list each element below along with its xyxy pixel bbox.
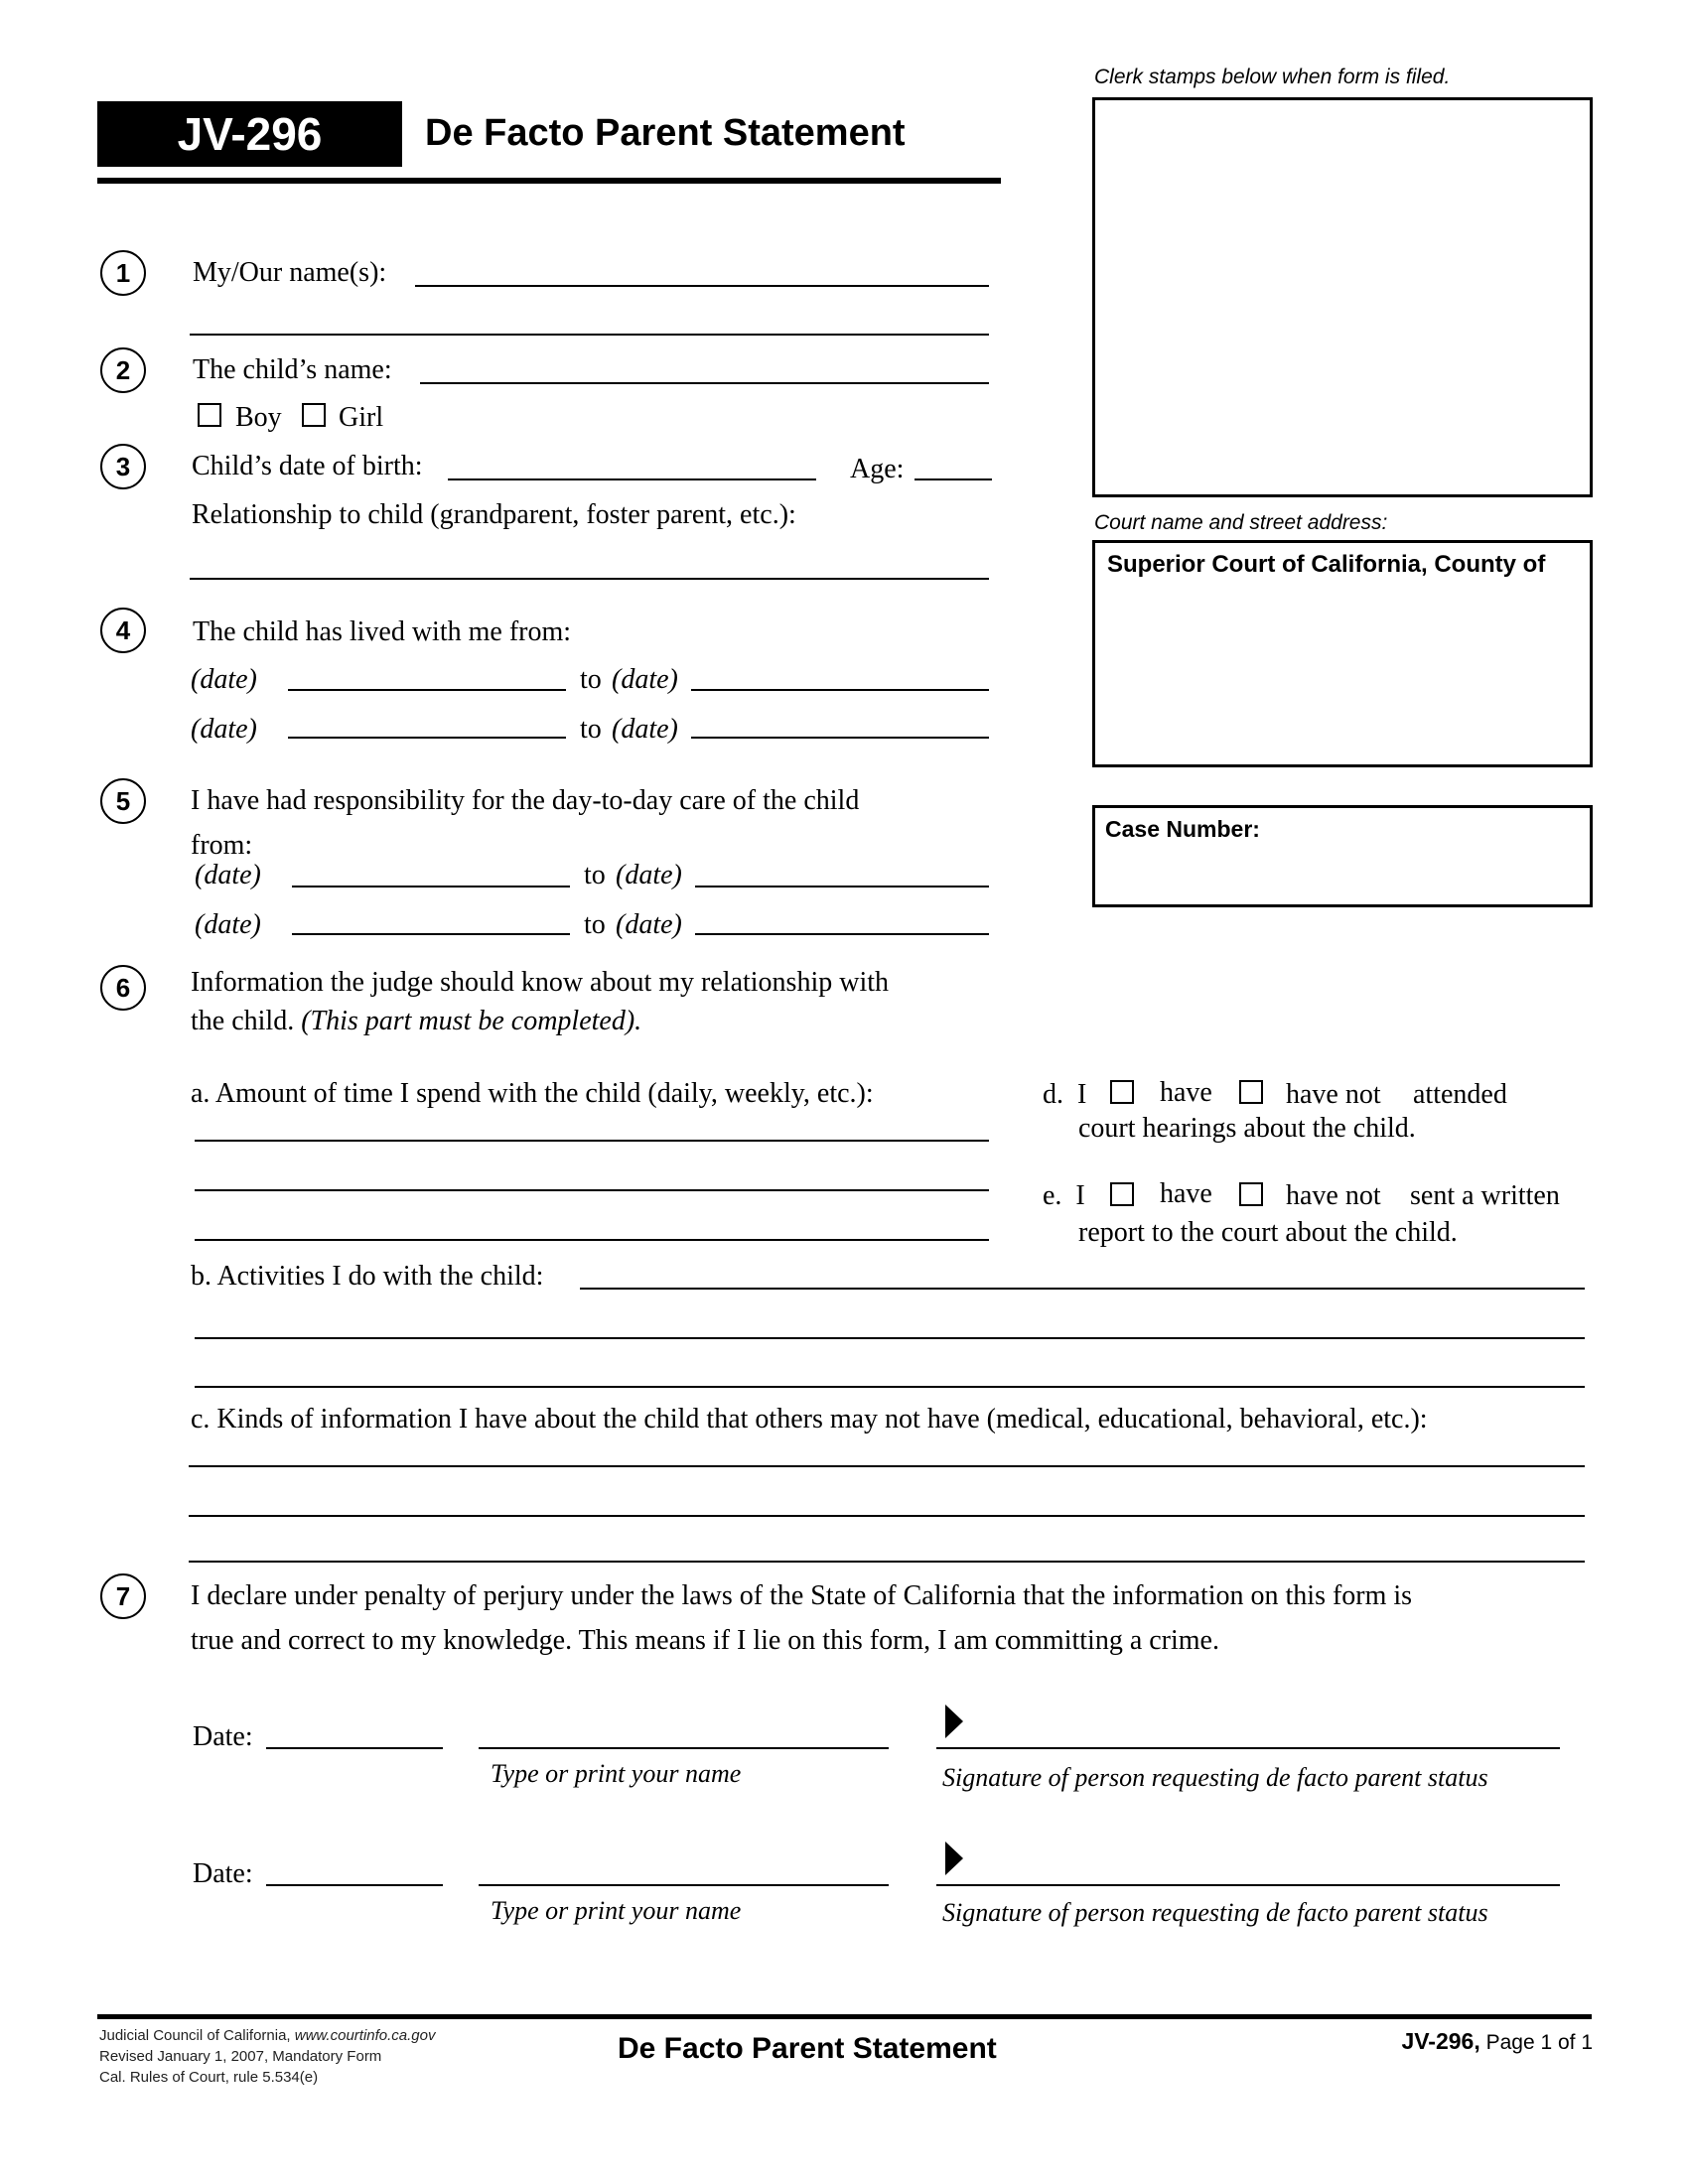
- from-date-label: (date): [195, 860, 261, 890]
- item-6d-prefix: d. I: [1043, 1079, 1087, 1110]
- activities-field-line-3[interactable]: [195, 1386, 1585, 1388]
- 6d-have-label: have: [1160, 1077, 1212, 1108]
- print-name-field-line-1[interactable]: [479, 1747, 889, 1749]
- to-label: to: [580, 714, 602, 745]
- 6d-suffix: attended: [1413, 1079, 1507, 1110]
- 6e-have-not-label: have not: [1286, 1180, 1381, 1211]
- page-indicator: Page 1 of 1: [1485, 2031, 1593, 2054]
- to-date-label: (date): [616, 860, 682, 890]
- relationship-field-line[interactable]: [190, 578, 989, 580]
- girl-label: Girl: [339, 402, 384, 433]
- item-6b-label: b. Activities I do with the child:: [191, 1261, 544, 1292]
- signature-field-line-1[interactable]: [936, 1747, 1560, 1749]
- time-field-line-3[interactable]: [195, 1239, 989, 1241]
- required-note: (This part must be completed).: [301, 1006, 642, 1036]
- footer-form-code: JV-296,: [1401, 2028, 1480, 2054]
- 6e-have-checkbox[interactable]: [1110, 1182, 1134, 1206]
- lived-to-date-1[interactable]: [691, 689, 989, 691]
- care-to-date-2[interactable]: [695, 933, 989, 935]
- information-field-line-1[interactable]: [189, 1465, 1585, 1467]
- activities-field-line-2[interactable]: [195, 1337, 1585, 1339]
- clerk-stamp-box: [1092, 97, 1593, 497]
- 6d-line2: court hearings about the child.: [1078, 1113, 1416, 1144]
- signature-caption-1: Signature of person requesting de facto parent status: [942, 1763, 1488, 1792]
- form-code: JV-296: [177, 108, 323, 160]
- information-field-line-3[interactable]: [189, 1561, 1585, 1563]
- print-name-field-line-2[interactable]: [479, 1884, 889, 1886]
- item-5-label-line1: I have had responsibility for the day-to-day care of the child: [191, 785, 860, 816]
- footer-rule: [97, 2014, 1592, 2019]
- date-label-1: Date:: [193, 1721, 253, 1752]
- time-field-line-1[interactable]: [195, 1140, 989, 1142]
- item-6e-prefix: e. I: [1043, 1180, 1085, 1211]
- relationship-label: Relationship to child (grandparent, foster parent, etc.):: [192, 499, 796, 530]
- footer-title: De Facto Parent Statement: [618, 2032, 997, 2065]
- 6d-have-not-label: have not: [1286, 1079, 1381, 1110]
- footer-line-2: Revised January 1, 2007, Mandatory Form: [99, 2048, 382, 2065]
- footer-line-3: Cal. Rules of Court, rule 5.534(e): [99, 2069, 319, 2086]
- from-date-label: (date): [195, 909, 261, 940]
- item-6c-label: c. Kinds of information I have about the child that others may not have (medical, educational, behavioral, etc.):: [191, 1404, 1428, 1434]
- print-name-caption-2: Type or print your name: [491, 1896, 742, 1925]
- signature-arrow-icon: [945, 1705, 963, 1738]
- child-name-field-line[interactable]: [420, 382, 989, 384]
- signature-arrow-icon: [945, 1842, 963, 1875]
- lived-from-date-2[interactable]: [288, 737, 566, 739]
- lived-to-date-2[interactable]: [691, 737, 989, 739]
- court-name-prefill: Superior Court of California, County of: [1107, 551, 1546, 578]
- item-6-marker: 6: [100, 965, 146, 1011]
- 6e-have-not-checkbox[interactable]: [1239, 1182, 1263, 1206]
- item-5-label-line2: from:: [191, 830, 253, 861]
- date-field-line-2[interactable]: [266, 1884, 443, 1886]
- information-field-line-2[interactable]: [189, 1515, 1585, 1517]
- boy-checkbox[interactable]: [198, 403, 221, 427]
- item-1-label: My/Our name(s):: [193, 257, 387, 288]
- item-7-marker: 7: [100, 1573, 146, 1619]
- court-address-box[interactable]: [1092, 540, 1593, 767]
- item-6-label-line1: Information the judge should know about my relationship with: [191, 967, 890, 998]
- from-date-label: (date): [191, 664, 257, 695]
- item-2-marker: 2: [100, 347, 146, 393]
- page-title: De Facto Parent Statement: [425, 112, 906, 154]
- age-label: Age:: [850, 454, 905, 484]
- 6e-line2: report to the court about the child.: [1078, 1217, 1458, 1248]
- case-number-label: Case Number:: [1105, 816, 1260, 842]
- care-from-date-1[interactable]: [292, 886, 570, 887]
- to-date-label: (date): [616, 909, 682, 940]
- signature-caption-2: Signature of person requesting de facto parent status: [942, 1898, 1488, 1927]
- to-label: to: [584, 909, 606, 940]
- case-number-box[interactable]: [1092, 805, 1593, 907]
- footer-page-info: [1401, 2028, 1593, 2055]
- to-label: to: [580, 664, 602, 695]
- declaration-line1: I declare under penalty of perjury under the laws of the State of California that the information on this form is: [191, 1580, 1413, 1611]
- dob-field-line[interactable]: [448, 478, 816, 480]
- form-code-badge: [97, 101, 402, 167]
- to-date-label: (date): [612, 714, 678, 745]
- signature-field-line-2[interactable]: [936, 1884, 1560, 1886]
- 6e-have-label: have: [1160, 1178, 1212, 1209]
- date-field-line-1[interactable]: [266, 1747, 443, 1749]
- 6d-have-checkbox[interactable]: [1110, 1080, 1134, 1104]
- to-label: to: [584, 860, 606, 890]
- activities-field-line-1[interactable]: [580, 1288, 1585, 1290]
- header-rule: [97, 178, 1001, 184]
- item-3-marker: 3: [100, 444, 146, 489]
- date-label-2: Date:: [193, 1858, 253, 1889]
- item-5-marker: 5: [100, 778, 146, 824]
- time-field-line-2[interactable]: [195, 1189, 989, 1191]
- item-6a-label: a. Amount of time I spend with the child (daily, weekly, etc.):: [191, 1078, 874, 1109]
- clerk-stamp-label: Clerk stamps below when form is filed.: [1094, 66, 1451, 88]
- 6d-have-not-checbox[interactable]: [1239, 1080, 1263, 1104]
- item-4-marker: 4: [100, 608, 146, 653]
- 6e-suffix: sent a written: [1410, 1180, 1560, 1211]
- to-date-label: (date): [612, 664, 678, 695]
- names-field-line-2[interactable]: [190, 334, 989, 336]
- from-date-label: (date): [191, 714, 257, 745]
- footer-website: www.courtinfo.ca.gov: [294, 2027, 436, 2044]
- lived-from-date-1[interactable]: [288, 689, 566, 691]
- age-field-line[interactable]: [914, 478, 992, 480]
- item-6-label-line2: the child. (This part must be completed).: [191, 1006, 642, 1036]
- care-to-date-1[interactable]: [695, 886, 989, 887]
- care-from-date-2[interactable]: [292, 933, 570, 935]
- girl-checkbox[interactable]: [302, 403, 326, 427]
- print-name-caption-1: Type or print your name: [491, 1759, 742, 1788]
- dob-label: Child’s date of birth:: [192, 451, 423, 481]
- footer-line-1: Judicial Council of California, www.courtinfo.ca.gov: [99, 2027, 436, 2044]
- footer-citation: [99, 2025, 436, 2088]
- boy-label: Boy: [235, 402, 282, 433]
- court-address-label: Court name and street address:: [1094, 511, 1388, 534]
- item-1-marker: 1: [100, 250, 146, 296]
- item-4-label: The child has lived with me from:: [193, 616, 572, 647]
- names-field-line-1[interactable]: [415, 285, 989, 287]
- declaration-line2: true and correct to my knowledge. This means if I lie on this form, I am committing a crime.: [191, 1625, 1219, 1656]
- item-2-label: The child’s name:: [193, 354, 392, 385]
